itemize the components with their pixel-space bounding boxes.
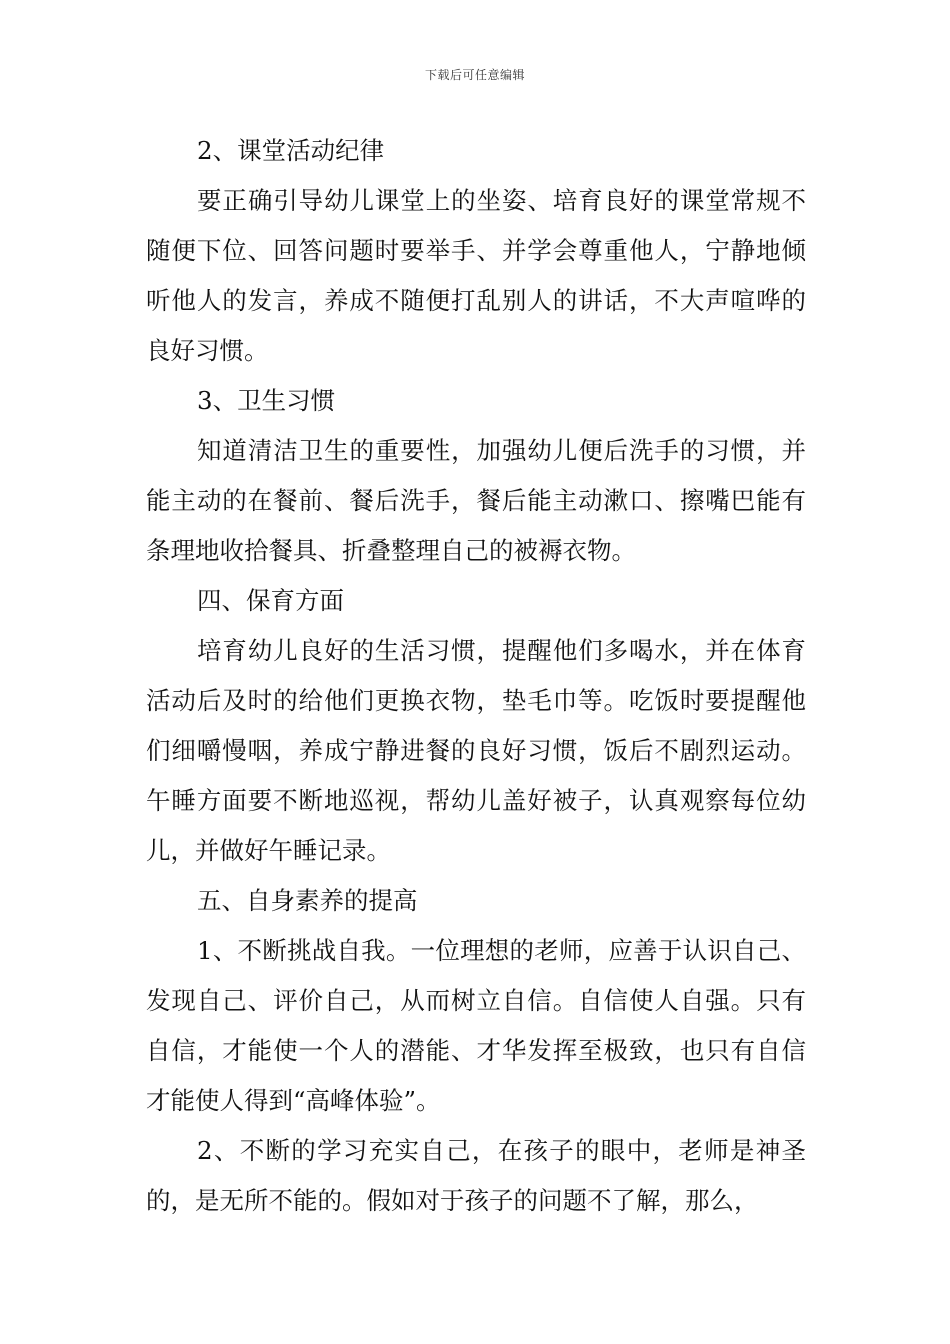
section-heading: 四、保育方面: [197, 586, 344, 615]
section-heading: 3、卫生习惯: [197, 386, 336, 415]
body-paragraph: 2、不断的学习充实自己，在孩子的眼中，老师是神圣的，是无所不能的。假如对于孩子的问题不了解，那么，: [146, 1136, 806, 1215]
body-paragraph: 1、不断挑战自我。一位理想的老师，应善于认识自己、发现自己、评价自己，从而树立自信。自信使人自强。只有自信，才能使一个人的潜能、才华发挥至极致，也只有自信才能使人得到“高峰体验”。: [146, 936, 806, 1115]
body-paragraph: 知道清洁卫生的重要性，加强幼儿便后洗手的习惯，并能主动的在餐前、餐后洗手，餐后能主动漱口、擦嘴巴能有条理地收拾餐具、折叠整理自己的被褥衣物。: [146, 436, 806, 565]
section-heading: 2、课堂活动纪律: [197, 136, 385, 165]
section-heading: 五、自身素养的提高: [197, 886, 418, 915]
body-paragraph: 培育幼儿良好的生活习惯，提醒他们多喝水，并在体育活动后及时的给他们更换衣物，垫毛巾等。吃饭时要提醒他们细嚼慢咽，养成宁静进餐的良好习惯，饭后不剧烈运动。午睡方面要不断地巡视，帮幼儿盖好被子，认真观察每位幼儿，并做好午睡记录。: [146, 636, 806, 865]
body-paragraph: 要正确引导幼儿课堂上的坐姿、培育良好的课堂常规不随便下位、回答问题时要举手、并学会尊重他人，宁静地倾听他人的发言，养成不随便打乱别人的讲话，不大声喧哗的良好习惯。: [146, 186, 806, 365]
document-body: [146, 126, 806, 1226]
page-header: 下载后可任意编辑: [424, 68, 525, 82]
